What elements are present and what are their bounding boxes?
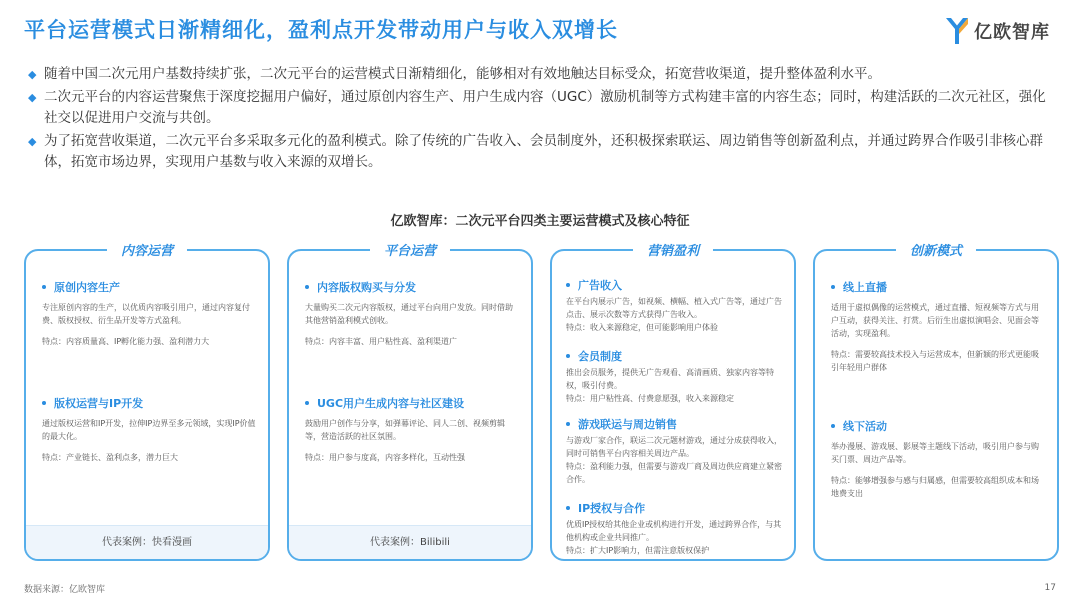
- bullet-item: [28, 87, 1058, 129]
- card-section: [831, 279, 1045, 374]
- bullet-dot-icon: [831, 424, 835, 428]
- section-heading: UGC用户生成内容与社区建设: [317, 397, 465, 410]
- logo-text: 亿欧智库: [974, 22, 1050, 43]
- card-section: [305, 279, 519, 348]
- bullet-diamond-icon: ◆: [28, 91, 37, 104]
- section-description: 举办漫展、游戏展、影展等主题线下活动，吸引用户参与购买门票、周边产品等。: [831, 442, 1039, 464]
- card-tab-label: 内容运营: [107, 240, 187, 259]
- section-feature: 特点：内容质量高、IP孵化能力强、盈利潜力大: [42, 337, 210, 346]
- section-feature: 特点：能够增强参与感与归属感，但需要较高组织成本和场地费支出: [831, 476, 1039, 498]
- page-title: 平台运营模式日渐精细化，盈利点开发带动用户与收入双增长: [24, 18, 618, 42]
- card-platform-operation: [287, 244, 533, 561]
- section-heading: 广告收入: [578, 279, 622, 292]
- bullet-diamond-icon: ◆: [28, 68, 37, 81]
- bullet-dot-icon: [566, 283, 570, 287]
- section-feature: 特点：扩大IP影响力，但需注意版权保护: [566, 546, 710, 555]
- bullet-dot-icon: [831, 285, 835, 289]
- card-section: [566, 416, 782, 486]
- bullet-item: [28, 131, 1058, 173]
- section-feature: 特点：需要较高技术投入与运营成本，但新颖的形式更能吸引年轻用户群体: [831, 350, 1039, 372]
- section-feature: 特点：收入来源稳定，但可能影响用户体验: [566, 323, 718, 332]
- section-heading: 内容版权购买与分发: [317, 281, 416, 294]
- card-section: [42, 279, 256, 348]
- section-description: 大量购买二次元内容版权，通过平台向用户发放。同时借助其他营销盈利模式创收。: [305, 303, 513, 325]
- section-heading: 游戏联运与周边销售: [578, 418, 677, 431]
- card-tab-label: 平台运营: [370, 240, 450, 259]
- section-heading: 线下活动: [843, 420, 887, 433]
- bullet-dot-icon: [305, 285, 309, 289]
- bullet-item: [28, 64, 1058, 85]
- card-innovation-mode: [813, 244, 1059, 561]
- bullet-text: 随着中国二次元用户基数持续扩张，二次元平台的运营模式日渐精细化，能够相对有效地触达目标受众，拓宽营收渠道，提升整体盈利水平。: [44, 66, 881, 82]
- card-section: [566, 500, 782, 558]
- section-description: 适用于虚拟偶像的运营模式，通过直播、短视频等方式与用户互动，获得关注、打赏。后衍生出虚拟演唱会、见面会等活动，实现盈利。: [831, 303, 1039, 338]
- data-source: 数据来源：亿欧智库: [24, 585, 106, 595]
- card-section: [566, 277, 782, 335]
- card-section: [831, 418, 1045, 500]
- card-tab-label: 营销盈利: [633, 240, 713, 259]
- card-marketing-profit: [550, 244, 796, 561]
- bullet-dot-icon: [566, 354, 570, 358]
- section-feature: 特点：用户参与度高，内容多样化，互动性强: [305, 453, 465, 462]
- section-feature: 特点：盈利能力强，但需要与游戏厂商及周边供应商建立紧密合作。: [566, 462, 782, 484]
- bullet-diamond-icon: ◆: [28, 135, 37, 148]
- diagram-subtitle: 亿欧智库：二次元平台四类主要运营模式及核心特征: [390, 214, 690, 229]
- representative-case: 代表案例：快看漫画: [26, 525, 268, 559]
- section-heading: 会员制度: [578, 350, 622, 363]
- representative-case: 代表案例：Bilibili: [289, 525, 531, 559]
- section-heading: 线上直播: [843, 281, 887, 294]
- section-description: 专注原创内容的生产，以优质内容吸引用户，通过内容复付费、版权授权、衍生品开发等方式盈利。: [42, 303, 250, 325]
- bullet-dot-icon: [566, 506, 570, 510]
- section-description: 鼓励用户创作与分享，如弹幕评论、同人二创、视频剪辑等，营造活跃的社区氛围。: [305, 419, 505, 441]
- section-description: 在平台内展示广告，如视频、横幅、植入式广告等，通过广告点击、展示次数等方式获得广告收入。: [566, 297, 782, 319]
- section-description: 通过版权运营和IP开发，拉伸IP边界至多元领域，实现IP价值的最大化。: [42, 419, 256, 441]
- card-section: [566, 348, 782, 406]
- card-tab-label: 创新模式: [896, 240, 976, 259]
- section-description: 推出会员服务，提供无广告观看、高清画质、独家内容等特权，吸引付费。: [566, 368, 774, 390]
- card-section: [305, 395, 519, 464]
- card-content-operation: [24, 244, 270, 561]
- bullet-dot-icon: [566, 422, 570, 426]
- intro-bullets: [28, 64, 1058, 175]
- brand-logo: [944, 16, 1050, 46]
- bullet-dot-icon: [305, 401, 309, 405]
- section-feature: 特点：用户粘性高、付费意愿强，收入来源稳定: [566, 394, 734, 403]
- section-description: 优质IP授权给其他企业或机构进行开发，通过跨界合作，与其他机构或企业共同推广。: [566, 520, 782, 542]
- section-description: 与游戏厂家合作，联运二次元题材游戏，通过分成获得收入，同时可销售平台内容相关周边产品。: [566, 436, 782, 458]
- section-heading: 版权运营与IP开发: [54, 397, 144, 410]
- section-feature: 特点：产业链长、盈利点多，潜力巨大: [42, 453, 178, 462]
- section-feature: 特点：内容丰富、用户粘性高、盈利渠道广: [305, 337, 457, 346]
- card-section: [42, 395, 256, 464]
- bullet-text: 为了拓宽营收渠道，二次元平台多采取多元化的盈利模式。除了传统的广告收入、会员制度外，还积极探索联运、周边销售等创新盈利点，并通过跨界合作吸引非核心群体，拓宽市场边界，实现用户基数与收入来源的双增长。: [44, 133, 1043, 170]
- section-heading: 原创内容生产: [54, 281, 120, 294]
- bullet-text: 二次元平台的内容运营聚焦于深度挖掘用户偏好，通过原创内容生产、用户生成内容（UGC）激励机制等方式构建丰富的内容生态；同时，构建活跃的二次元社区，强化社交以促进用户交流与共创。: [44, 89, 1046, 126]
- page-number: 17: [1044, 583, 1056, 593]
- bullet-dot-icon: [42, 285, 46, 289]
- bullet-dot-icon: [42, 401, 46, 405]
- yiou-logo-icon: [944, 16, 970, 46]
- section-heading: IP授权与合作: [578, 502, 646, 515]
